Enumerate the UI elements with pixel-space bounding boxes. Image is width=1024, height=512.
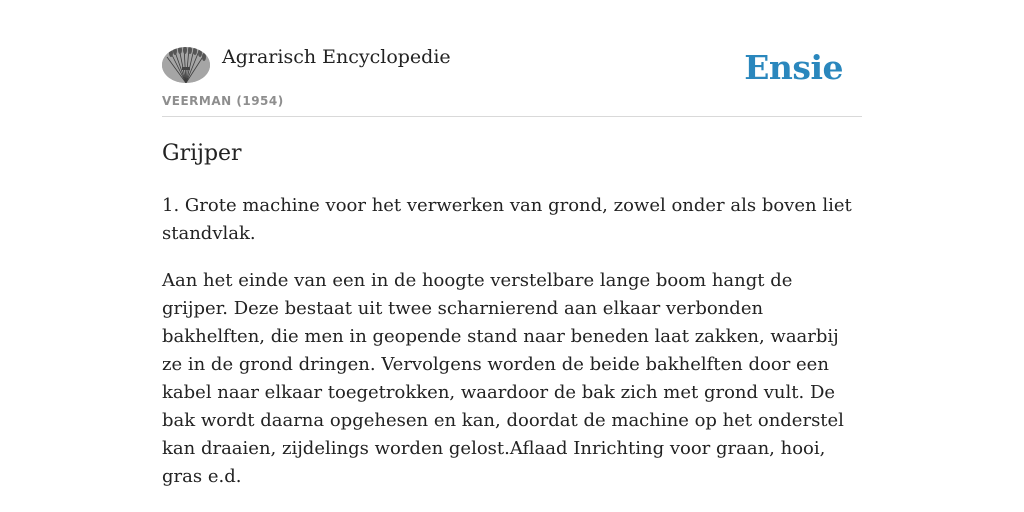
wheat-sheaf-icon [162,47,210,83]
page-container [162,0,862,487]
entry-headword: Grijper [162,141,242,166]
entry-definition: 1. Grote machine voor het verwerken van grond, zowel onder als boven liet standvlak. [162,195,852,244]
entry-body: Aan het einde van een in de hoogte verstelbare lange boom hangt de grijper. Deze bestaat uit twee scharnierend aan elkaar verbonden bakhelften, die men in geopende stand naar beneden laat zakken, waarbij ze in de grond dringen. Vervolgens worden de beide bakhelften door een kabel naar elkaar toegetrokken, waardoor de bak zich met grond vult. De bak wordt daarna opgehesen en kan, doordat de machine op het onderstel kan draaien, zijdelings worden gelost.Aflaad Inrichting voor graan, hooi, gras e.d. [162,270,844,487]
source-header [162,0,862,117]
source-author-year: VEERMAN (1954) [162,94,284,108]
source-title-link[interactable]: Agrarisch Encyclopedie [222,46,451,68]
ensie-logo-link[interactable]: Ensie [744,48,843,87]
encyclopedia-thumbnail-icon[interactable] [162,47,210,83]
